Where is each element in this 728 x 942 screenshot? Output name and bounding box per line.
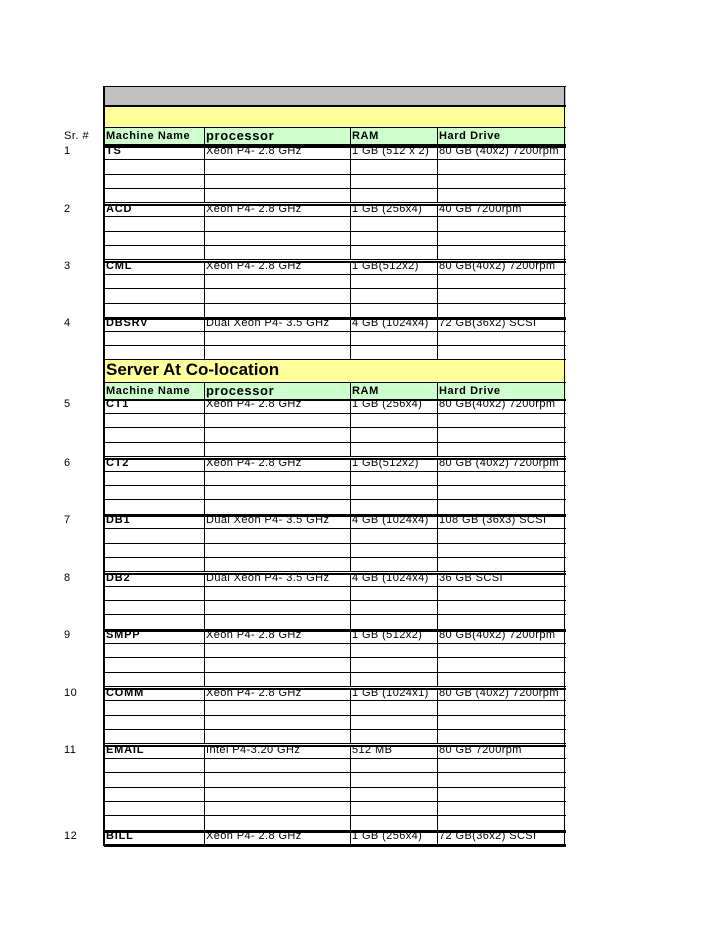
row-sr-number: 5: [64, 398, 71, 410]
row-hard-drive: 80 GB (40x2) 7200rpm: [439, 145, 559, 157]
row-hard-drive: 80 GB (40x2) 7200rpm: [439, 457, 559, 469]
grid-line: [350, 688, 351, 744]
grid-line: [437, 204, 438, 260]
grid-line: [104, 643, 566, 644]
grid-line: [350, 515, 351, 572]
grid-line: [104, 586, 566, 587]
row-sr-number: 12: [64, 830, 78, 842]
row-ram: 4 GB (1024x4): [352, 317, 429, 329]
grid-line: [350, 146, 351, 203]
grid-line: [104, 845, 566, 847]
grid-line: [437, 458, 438, 515]
grid-line: [104, 331, 566, 332]
grid-line: [104, 442, 566, 443]
grid-line: [204, 383, 205, 399]
row-hard-drive: 80 GB (40x2) 7200rpm: [439, 687, 559, 699]
grid-line: [350, 458, 351, 515]
row-sr-number: 10: [64, 687, 78, 699]
row-sr-number: 9: [64, 629, 71, 641]
section-title: Server At Co-location: [106, 360, 280, 379]
row-processor: Intel P4-3.20 GHz: [206, 744, 301, 756]
row-sr-number: 11: [64, 744, 77, 756]
grid-line: [104, 528, 566, 529]
col-hard-drive: Hard Drive: [439, 385, 501, 397]
row-processor: Dual Xeon P4- 3.5 GHz: [206, 572, 330, 584]
grid-line: [104, 86, 566, 87]
col-processor: processor: [206, 128, 275, 143]
grid-line: [104, 557, 566, 558]
grid-line: [104, 288, 566, 289]
row-ram: 1 GB (1024x1): [352, 687, 429, 699]
grid-line: [437, 573, 438, 630]
grid-line: [204, 458, 205, 515]
row-ram: 512 MB: [352, 744, 393, 756]
grid-line: [104, 216, 566, 217]
row-sr-number: 4: [64, 317, 71, 329]
grid-line: [350, 261, 351, 318]
grid-line: [350, 573, 351, 630]
grid-line: [564, 86, 565, 846]
row-ram: 1 GB (512x2): [352, 629, 423, 641]
row-sr-number: 7: [64, 514, 71, 526]
grid-line: [350, 630, 351, 687]
grid-line: [104, 672, 566, 673]
row-hard-drive: 80 GB(40x2) 7200rpm: [439, 398, 556, 410]
grid-line: [437, 383, 438, 399]
grid-line: [204, 745, 205, 831]
row-machine-name: CT1: [106, 398, 130, 410]
grid-line: [104, 499, 566, 500]
row-hard-drive: 72 GB(36x2) SCSI: [439, 317, 537, 329]
grid-line: [350, 318, 351, 360]
row-machine-name: COMM: [106, 687, 145, 699]
grid-line: [204, 630, 205, 687]
row-processor: Xeon P4- 2.8 GHz: [206, 398, 302, 410]
grid-line: [437, 515, 438, 572]
grid-line: [104, 614, 566, 615]
grid-line: [104, 359, 566, 360]
row-processor: Dual Xeon P4- 3.5 GHz: [206, 514, 330, 526]
row-machine-name: ACD: [106, 203, 133, 215]
grid-line: [437, 399, 438, 457]
grid-line: [104, 345, 566, 346]
grid-line: [350, 383, 351, 399]
row-hard-drive: 80 GB 7200rpm: [439, 744, 522, 756]
row-machine-name: DB2: [106, 572, 131, 584]
grid-line: [104, 772, 566, 773]
row-machine-name: DB1: [106, 514, 131, 526]
row-ram: 1 GB (512 x 2): [352, 145, 430, 157]
grid-line: [104, 174, 566, 175]
grid-line: [104, 274, 566, 275]
col-ram: RAM: [352, 385, 379, 397]
grid-line: [437, 146, 438, 203]
row-sr-number: 1: [64, 145, 71, 157]
col-processor: processor: [206, 383, 275, 398]
grid-line: [204, 688, 205, 744]
row-sr-number: 8: [64, 572, 71, 584]
row-machine-name: SMPP: [106, 629, 141, 641]
col-machine-name: Machine Name: [106, 130, 191, 142]
row-processor: Xeon P4- 2.8 GHz: [206, 203, 302, 215]
grid-line: [350, 204, 351, 260]
row-ram: 1 GB (256x4): [352, 830, 423, 842]
grid-line: [104, 657, 566, 658]
row-ram: 4 GB (1024x4): [352, 514, 429, 526]
grid-line: [437, 745, 438, 831]
row-hard-drive: 80 GB(40x2) 7200rpm: [439, 260, 556, 272]
row-hard-drive: 72 GB(36x2) SCSI: [439, 830, 537, 842]
grid-line: [104, 801, 566, 802]
row-machine-name: DBSRV: [106, 317, 149, 329]
grid-line: [104, 729, 566, 730]
grid-line: [204, 831, 205, 845]
row-machine-name: CML: [106, 260, 133, 272]
row-machine-name: EMAIL: [106, 744, 145, 756]
grid-line: [437, 630, 438, 687]
grid-line: [104, 303, 566, 304]
grid-line: [204, 318, 205, 360]
grid-line: [204, 573, 205, 630]
row-processor: Dual Xeon P4- 3.5 GHz: [206, 317, 330, 329]
row-processor: Xeon P4- 2.8 GHz: [206, 145, 302, 157]
row-hard-drive: 108 GB (36x3) SCSI: [439, 514, 547, 526]
col-ram: RAM: [352, 130, 379, 142]
row-ram: 4 GB (1024x4): [352, 572, 429, 584]
grid-line: [104, 127, 566, 128]
row-hard-drive: 80 GB(40x2) 7200rpm: [439, 629, 556, 641]
row-sr-number: 6: [64, 457, 71, 469]
grid-line: [104, 715, 566, 716]
grid-line: [104, 600, 566, 601]
grid-line: [104, 787, 566, 788]
row-machine-name: TS: [106, 145, 122, 157]
grid-line: [103, 360, 105, 846]
grid-line: [104, 159, 566, 160]
grid-line: [104, 700, 566, 701]
grid-line: [104, 188, 566, 189]
row-processor: Xeon P4- 2.8 GHz: [206, 629, 302, 641]
row-processor: Xeon P4- 2.8 GHz: [206, 830, 302, 842]
grid-line: [350, 831, 351, 845]
grid-line: [204, 204, 205, 260]
grid-line: [204, 399, 205, 457]
grid-line: [437, 318, 438, 360]
grid-line: [350, 745, 351, 831]
grid-line: [437, 831, 438, 845]
grid-line: [104, 543, 566, 544]
row-hard-drive: 40 GB 7200rpm: [439, 203, 522, 215]
grid-line: [104, 485, 566, 486]
row-ram: 1 GB(512x2): [352, 457, 419, 469]
grid-line: [204, 146, 205, 203]
row-ram: 1 GB (256x4): [352, 203, 423, 215]
row-processor: Xeon P4- 2.8 GHz: [206, 687, 302, 699]
row-hard-drive: 36 GB SCSI: [439, 572, 503, 584]
sr-header: Sr. #: [64, 130, 90, 142]
grid-line: [104, 427, 566, 428]
row-machine-name: BILL: [106, 830, 134, 842]
grid-line: [104, 758, 566, 759]
grid-line: [437, 688, 438, 744]
title-band-yellow: [104, 107, 566, 127]
title-band-grey: [104, 86, 566, 105]
row-sr-number: 3: [64, 260, 71, 272]
grid-line: [104, 231, 566, 232]
grid-line: [204, 515, 205, 572]
row-processor: Xeon P4- 2.8 GHz: [206, 260, 302, 272]
row-processor: Xeon P4- 2.8 GHz: [206, 457, 302, 469]
grid-line: [437, 261, 438, 318]
grid-line: [204, 261, 205, 318]
row-ram: 1 GB(512x2): [352, 260, 419, 272]
row-ram: 1 GB (256x4): [352, 398, 423, 410]
grid-line: [104, 471, 566, 472]
grid-line: [104, 413, 566, 414]
row-sr-number: 2: [64, 203, 71, 215]
grid-line: [350, 399, 351, 457]
row-machine-name: CT2: [106, 457, 130, 469]
col-machine-name: Machine Name: [106, 385, 191, 397]
grid-line: [104, 245, 566, 246]
grid-line: [104, 815, 566, 816]
col-hard-drive: Hard Drive: [439, 130, 501, 142]
